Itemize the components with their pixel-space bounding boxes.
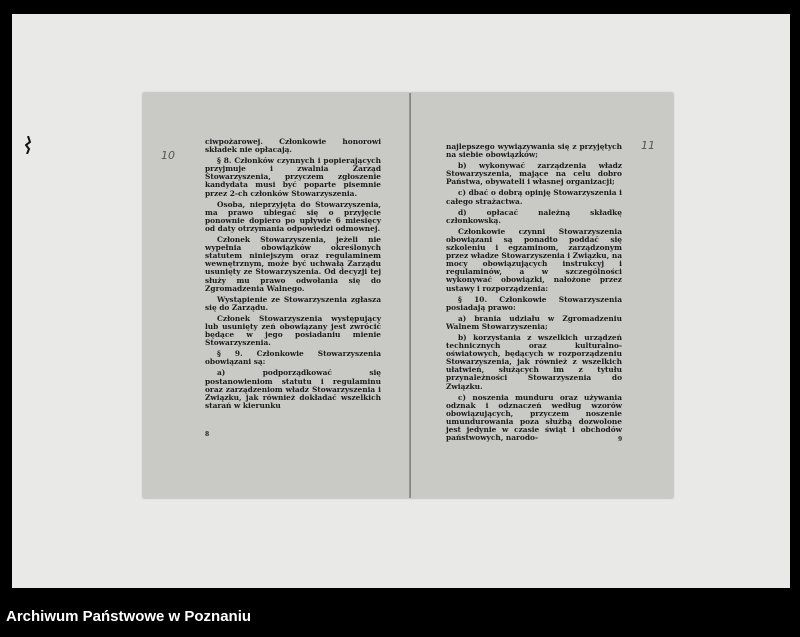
- left-page-text: [205, 138, 381, 413]
- paragraph: b) korzystania z wszelkich urządzeń technicznych oraz kulturalno-oświatowych, będących w rozporządzeniu Stowarzyszenia, jak również z wszelkich ułatwień, służących im z tytułu przynależności Stowarzyszenia do Związku.: [446, 332, 622, 391]
- paragraph: Członek Stowarzyszenia występujący lub usunięty zeń obowiązany jest zwrócić będące w jego posiadaniu mienie Stowarzyszenia.: [205, 313, 381, 348]
- right-page-text: [446, 143, 622, 445]
- paragraph: b) wykonywać zarządzenia władz Stowarzyszenia, mające na celu dobro Państwa, obywateli i własnej organizacji;: [446, 161, 622, 187]
- left-page: [143, 93, 411, 498]
- right-page: [411, 93, 673, 498]
- paragraph: § 8. Członków czynnych i popierających przyjmuje i zwalnia Zarząd Stowarzyszenia, przyczem zgłoszenie kandydata musi być poparte pisemnie przez 2-ch członków Stowarzyszenia.: [205, 156, 381, 198]
- booklet-spread: [143, 93, 673, 498]
- page-number: 8: [205, 431, 210, 438]
- paragraph: a) podporządkować się postanowieniom statutu i regulaminu oraz zarządzeniom władz Stowarzyszenia i Związku, jak również dokładać wszelkich starań w kierunku: [205, 368, 381, 410]
- film-edge-mark: [25, 136, 31, 154]
- paragraph: Członek Stowarzyszenia, jeżeli nie wypełnia obowiązków określonych statutem niniejszym oraz regulaminem wewnętrznym, może być uchwałą Zarządu usunięty ze Stowarzyszenia. Od decyzji tej służy mu prawo odwołania się do Zgromadzenia Walnego.: [205, 235, 381, 293]
- paragraph: Członkowie czynni Stowarzyszenia obowiązani są ponadto poddać się szkoleniu i egzaminom, zarządzonym przez władze Stowarzyszenia i Związku, na mocy obowiązujących instrukcyj i regulaminów, a w szczególności wykonywać obowiązki, nałożone przez ustawy i rozporządzenia:: [446, 226, 622, 293]
- left-margin-mark: 10: [161, 149, 175, 162]
- paragraph: a) brania udziału w Zgromadzeniu Walnem Stowarzyszenia;: [446, 313, 622, 331]
- paragraph: c) noszenia munduru oraz używania odznak i odznaczeń według wzorów obowiązujących, przyczem noszenie umundurowania poza służbą dozwolone jest jedynie w czasie świąt i obchodów państwowych, narodo-: [446, 392, 622, 443]
- paragraph: d) opłacać należną składkę członkowską.: [446, 207, 622, 225]
- paragraph: Osoba, nieprzyjęta do Stowarzyszenia, ma prawo ubiegać się o przyjęcie ponownie dopiero po upływie 6 miesięcy od daty otrzymania odpowiedzi odmownej.: [205, 199, 381, 233]
- page-number: 9: [618, 436, 623, 443]
- archive-credit: Archiwum Państwowe w Poznaniu: [6, 608, 252, 625]
- paragraph: ciwpożarowej. Członkowie honorowi składek nie opłacają.: [205, 137, 381, 155]
- paragraph: § 10. Członkowie Stowarzyszenia posiadają prawo:: [446, 294, 622, 312]
- paragraph: § 9. Członkowie Stowarzyszenia obowiązani są:: [205, 349, 381, 367]
- right-margin-mark: 11: [641, 139, 655, 152]
- paragraph: najlepszego wywiązywania się z przyjętych na siebie obowiązków;: [446, 142, 622, 160]
- paragraph: Wystąpienie ze Stowarzyszenia zgłasza się do Zarządu.: [205, 294, 381, 312]
- paragraph: c) dbać o dobrą opinję Stowarzyszenia i całego strażactwa.: [446, 188, 622, 206]
